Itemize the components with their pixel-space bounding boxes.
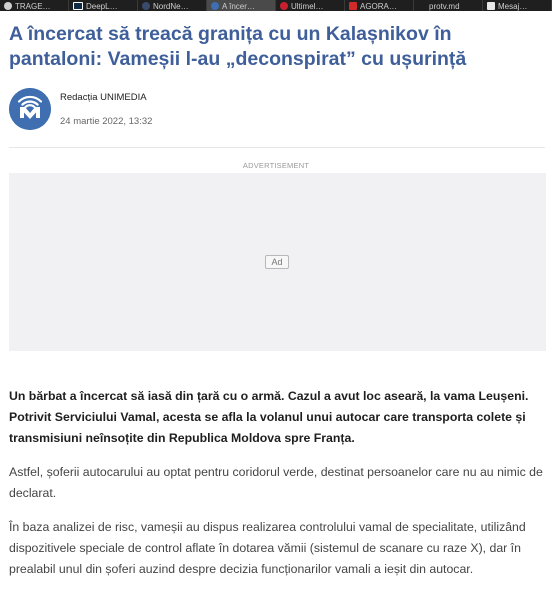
nordnews-favicon-icon — [142, 2, 150, 10]
agora-favicon-icon — [349, 2, 357, 10]
deepl-favicon-icon — [73, 2, 83, 10]
unimedia-favicon-icon — [211, 2, 219, 10]
browser-tab[interactable] — [276, 0, 345, 11]
protv-favicon-icon — [418, 2, 426, 10]
tab-label: protv.md — [429, 3, 460, 11]
message-favicon-icon — [487, 2, 495, 10]
news-favicon-icon — [280, 2, 288, 10]
browser-tab[interactable] — [345, 0, 414, 11]
tab-label: Mesaj… — [498, 3, 528, 11]
browser-tab[interactable] — [69, 0, 138, 11]
tab-label: A încer… — [222, 3, 255, 11]
article-headline: A încercat să treacă granița cu un Kalașnikov în pantaloni: Vameșii l-au „deconspirat” cu ușurință — [9, 23, 467, 70]
browser-tab[interactable] — [483, 0, 552, 11]
unimedia-logo-icon[interactable] — [9, 88, 51, 130]
browser-tab-active[interactable] — [207, 0, 276, 11]
browser-tab[interactable] — [414, 0, 483, 11]
browser-tab[interactable] — [0, 0, 69, 11]
article-paragraph: În baza analizei de risc, vameșii au dispus realizarea controlului vamal de specialitate, utilizând dispozitivele speciale de control aflate în dotarea vămii (sistemul de scanare cu raze X), dar în prealabil unul din șoferi auzind despre decizia funcționarilor vamali a ieșit din autocar. — [9, 520, 526, 576]
tab-label: NordNe… — [153, 3, 189, 11]
tab-label: AGORA… — [360, 3, 397, 11]
divider — [9, 147, 545, 148]
advertisement-label: ADVERTISEMENT — [242, 161, 310, 170]
browser-tab-strip — [0, 0, 552, 11]
tab-favicon-icon — [4, 2, 12, 10]
article-paragraph: Astfel, șoferii autocarului au optat pentru coridorul verde, destinat persoanelor care nu au nimic de declarat. — [9, 465, 543, 500]
article-lead-paragraph: Un bărbat a încercat să iasă din țară cu o armă. Cazul a avut loc aseară, la vama Leușeni. Potrivit Serviciului Vamal, acesta se afla la volanul unui autocar care transporta colete și transmisiuni neînsoțite din Republica Moldova spre Franța. — [9, 389, 529, 445]
author-name[interactable]: Redacția UNIMEDIA — [60, 92, 147, 103]
ad-badge: Ad — [265, 255, 289, 269]
tab-label: DeepL… — [86, 3, 118, 11]
tab-label: TRAGE… — [15, 3, 51, 11]
browser-tab[interactable] — [138, 0, 207, 11]
publish-date: 24 martie 2022, 13:32 — [60, 116, 153, 127]
tab-label: Ultimel… — [291, 3, 324, 11]
